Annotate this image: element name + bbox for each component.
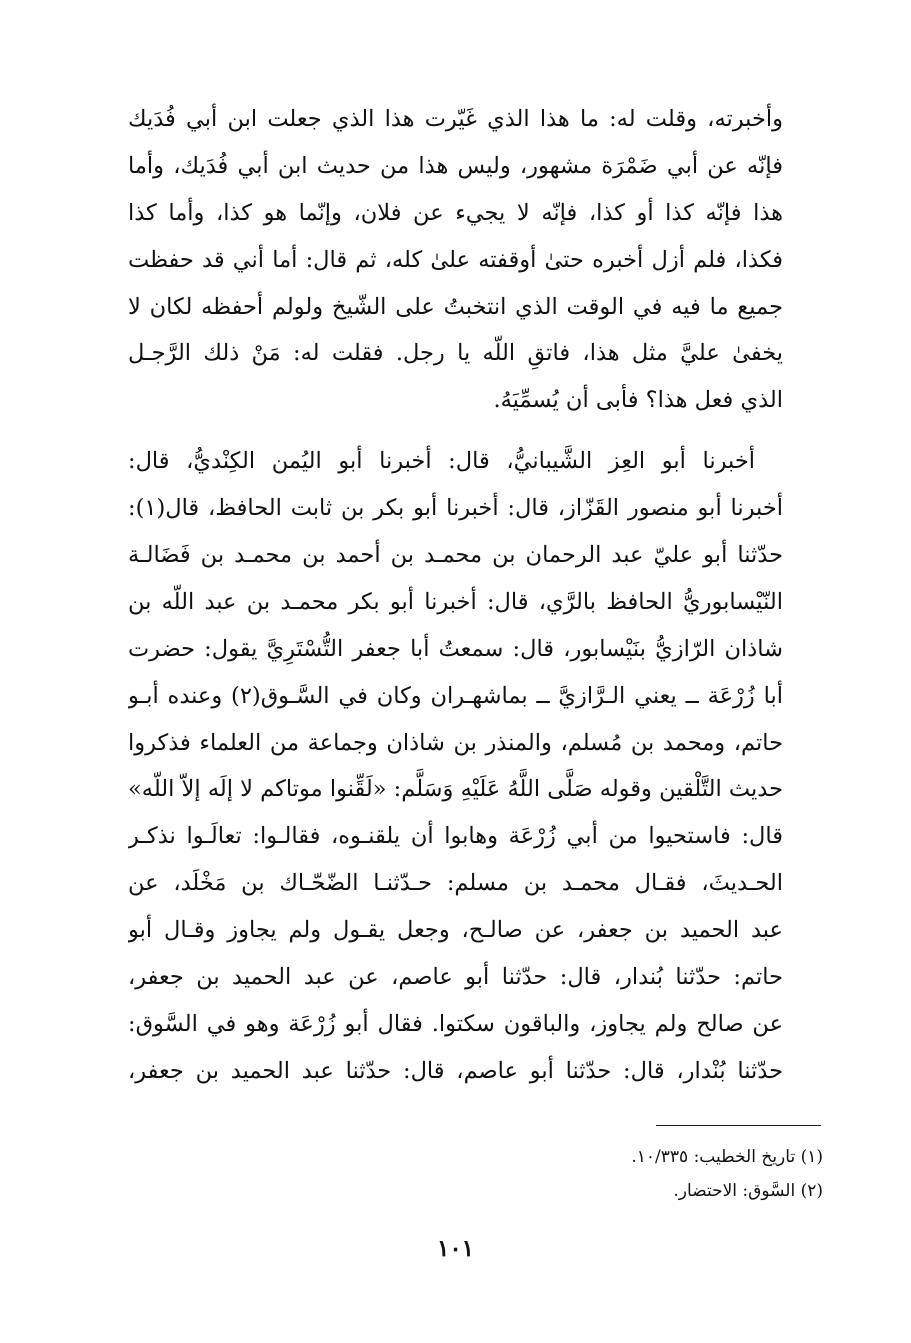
text-line: الحـديثَ، فقـال محمـد بن مسلم: حـدّثنـا الضّحّـاك بن مَخْلَد، عن xyxy=(128,870,783,897)
text-line: أبا زُرْعَة ــ يعني الـرَّازيَّ ــ بماشهـران وكان في السَّـوق(٢) وعنده أبـو xyxy=(128,682,783,709)
footnotes xyxy=(420,1140,823,1208)
text-line: عن صالح ولم يجاوز، والباقون سكتوا. فقال أبو زُرْعَة وهو في السَّوق: xyxy=(128,1010,783,1037)
text-line: يخفىٰ عليَّ مثل هذا، فاتقِ اللّه يا رجل. فقلت له: مَنْ ذلك الرَّجـل xyxy=(128,340,783,367)
text-line: حدّثنا بُنْدار، قال: حدّثنا أبو عاصم، قال: حدّثنا عبد الحميد بن جعفر، xyxy=(128,1057,783,1084)
text-line: حدّثنا أبو عليّ عبد الرحمان بن محمـد بن أحمد بن محمـد بن فَضَالـة xyxy=(128,542,783,569)
text-line: أخبرنا أبو منصور القَزّاز، قال: أخبرنا أبو بكر بن ثابت الحافظ، قال(١): xyxy=(128,495,783,522)
paragraph-1 xyxy=(128,96,783,424)
paragraph-2 xyxy=(128,438,783,1094)
text-line: حاتم: حدّثنا بُندار، قال: حدّثنا أبو عاصم، عن عبد الحميد بن جعفر، xyxy=(128,964,783,991)
text-line: فكذا، فلم أزل أخبره حتىٰ أوقفته علىٰ كله، ثم قال: أما أني قد حفظت xyxy=(128,246,783,273)
text-line: شاذان الرّازيُّ بنَيْسابور، قال: سمعتُ أبا جعفر التُّسْتَرِيَّ يقول: حضرت xyxy=(128,635,783,662)
text-line: هذا فإنّه كذا أو كذا، فإنّه لا يجيء عن فلان، وإنّما هو كذا، وأما كذا xyxy=(128,199,783,226)
text-line: فإنّه عن أبي ضَمْرَة مشهور، وليس هذا من حديث ابن أبي فُدَيك، وأما xyxy=(128,152,783,179)
text-line: وأخبرته، وقلت له: ما هذا الذي غَيّرت هذا الذي جعلت ابن أبي فُدَيك xyxy=(128,106,783,132)
text-line: جميع ما فيه في الوقت الذي انتخبتُ على الشّيخ ولولم أحفظه لكان لا xyxy=(128,293,783,320)
text-line: قال: فاستحيوا من أبي زُرْعَة وهابوا أن يلقنـوه، فقالـوا: تعالَـوا نذكـر xyxy=(128,823,783,850)
text-line: حديث التَّلْقين وقوله صَلَّى اللَّهُ عَلَيْهِ وَسَلَّم: «لَقِّنوا موتاكم لا إلَه إلاّ اللّه» xyxy=(128,776,783,803)
text-line: حاتم، ومحمد بن مُسلم، والمنذر بن شاذان وجماعة من العلماء فذكروا xyxy=(128,729,783,756)
text-line: أخبرنا أبو العِز الشَّيبانيُّ، قال: أخبرنا أبو اليُمن الكِنْديُّ، قال: xyxy=(128,448,755,475)
text-line: عبد الحميد بن جعفر، عن صالـح، وجعل يقـول ولم يجاوز وقـال أبو xyxy=(128,917,783,944)
footnote-separator xyxy=(656,1125,821,1126)
footnote-2: (٢) السَّوق: الاحتضار. xyxy=(673,1181,823,1201)
main-text xyxy=(128,96,783,1095)
text-line: النّيْسابوريُّ الحافظ بالرَّي، قال: أخبرنا أبو بكر محمـد بن عبد اللّه بن xyxy=(128,588,783,615)
text-line: الذي فعل هذا؟ فأبى أن يُسمِّيَهُ. xyxy=(493,387,783,414)
page-number: ١٠١ xyxy=(436,1235,475,1262)
footnote-1: (١) تاريخ الخطيب: ١٠/٣٣٥. xyxy=(631,1147,823,1167)
